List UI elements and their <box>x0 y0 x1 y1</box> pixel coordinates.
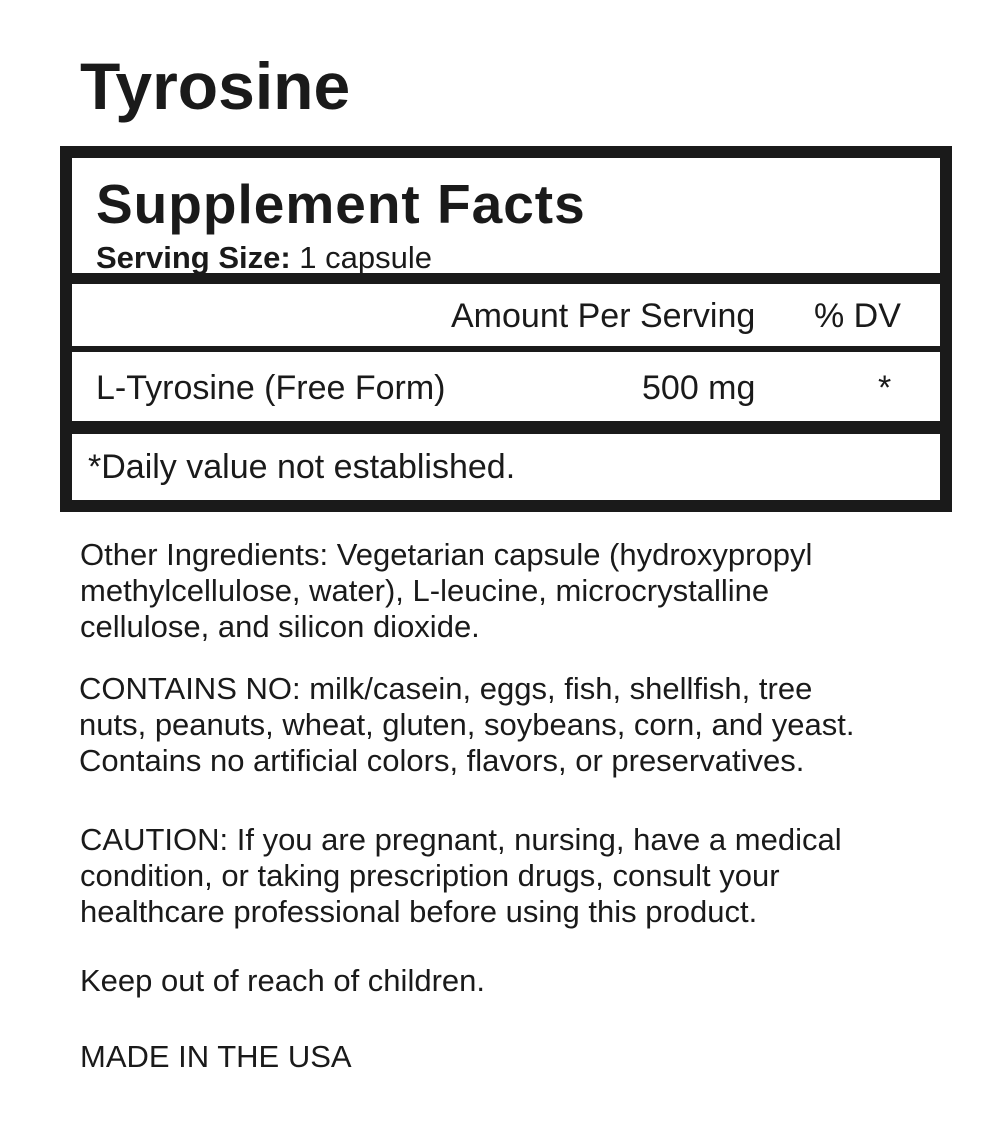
nutrient-row <box>72 352 940 421</box>
daily-value-footnote: *Daily value not established. <box>88 448 516 486</box>
text-line: cellulose, and silicon dioxide. <box>80 609 480 644</box>
daily-value-header: % DV <box>814 297 901 335</box>
text-line: nuts, peanuts, wheat, gluten, soybeans, corn, and yeast. <box>79 707 855 742</box>
serving-size-label: Serving Size: <box>96 240 291 275</box>
nutrient-amount: 500 mg <box>642 369 756 407</box>
text-line: methylcellulose, water), L-leucine, microcrystalline <box>80 573 770 608</box>
amount-per-serving-header: Amount Per Serving <box>451 297 756 335</box>
contains-no-text <box>79 671 979 779</box>
product-title: Tyrosine <box>80 49 351 123</box>
serving-size-value: 1 capsule <box>290 240 433 275</box>
keep-out-of-reach-text <box>80 963 980 999</box>
footnote-box <box>72 434 940 500</box>
text-line: Keep out of reach of children. <box>80 963 485 998</box>
other-ingredients-text <box>80 537 980 645</box>
facts-heading: Supplement Facts <box>96 173 586 235</box>
text-line: CAUTION: If you are pregnant, nursing, have a medical <box>80 822 842 857</box>
facts-header-box <box>72 158 940 273</box>
caution-text <box>80 822 980 930</box>
made-in-usa-text <box>80 1039 980 1075</box>
text-line: condition, or taking prescription drugs, consult your <box>80 858 780 893</box>
text-line: CONTAINS NO: milk/casein, eggs, fish, shellfish, tree <box>79 671 813 706</box>
nutrient-daily-value: * <box>878 369 892 407</box>
text-line: Other Ingredients: Vegetarian capsule (hydroxypropyl <box>80 537 813 572</box>
nutrient-name: L-Tyrosine (Free Form) <box>96 369 446 407</box>
text-line: Contains no artificial colors, flavors, or preservatives. <box>79 743 805 778</box>
text-line: MADE IN THE USA <box>80 1039 352 1074</box>
supplement-facts-panel <box>60 146 952 512</box>
serving-size-line <box>96 240 432 276</box>
column-header-box <box>72 284 940 346</box>
text-line: healthcare professional before using this product. <box>80 894 758 929</box>
